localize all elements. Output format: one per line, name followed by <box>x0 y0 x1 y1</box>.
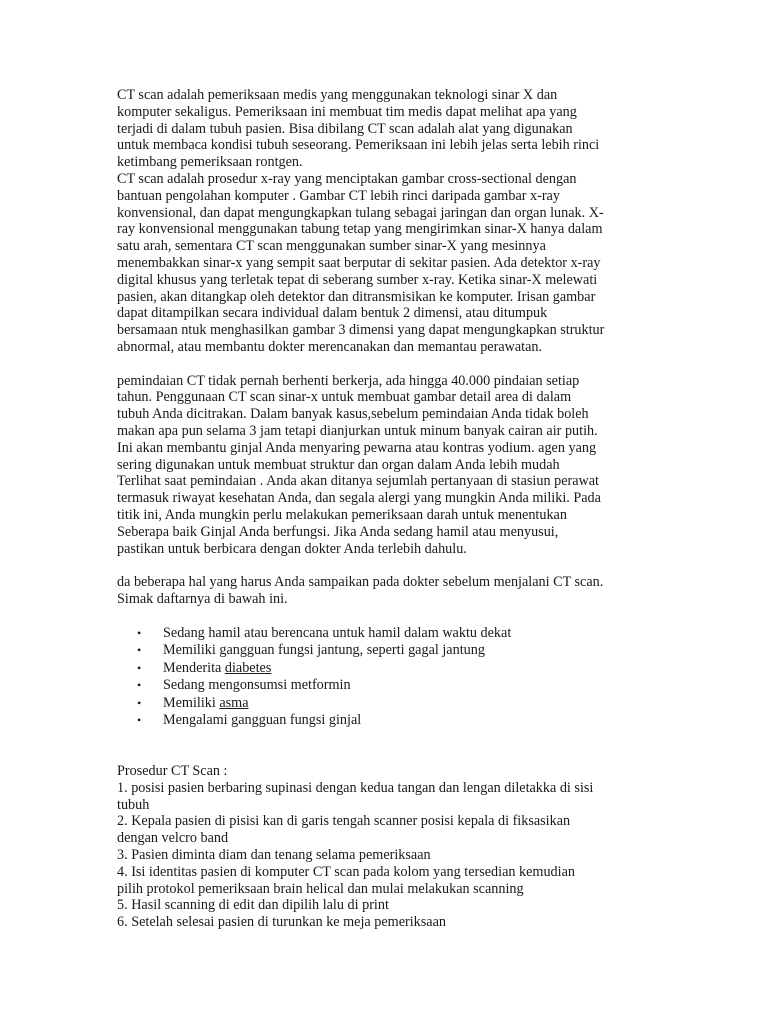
paragraph-list-intro: da beberapa hal yang harus Anda sampaikan pada dokter sebelum menjalani CT scan. Simak daftarnya di bawah ini. <box>117 574 604 607</box>
bullet-icon: • <box>137 678 142 693</box>
paragraph-ct-procedure-info: pemindaian CT tidak pernah berhenti berkerja, ada hingga 40.000 pindaian setiap tahun. Penggunaan CT scan sinar-x untuk membuat gambar detail area di dalam tubuh Anda dicitrakan. Dalam banyak kasus,sebelum pemindaian Anda tidak boleh makan apa pun selama 3 jam tetapi dianjurkan untuk minum banyak cairan air putih. Ini akan membantu ginjal Anda menyaring pewarna atau kontras yodium. agen yang sering digunakan untuk membuat struktur dan organ dalam Anda lebih mudah Terlihat saat pemindaian . Anda akan ditanya sejumlah pertanyaan di stasiun perawat termasuk riwayat kesehatan Anda, dan segala alergi yang mungkin Anda miliki. Pada titik ini, Anda mungkin perlu melakukan pemeriksaan darah untuk menentukan Seberapa baik Ginjal Anda berfungsi. Jika Anda sedang hamil atau menyusui, pastikan untuk berbicara dengan dokter Anda terlebih dahulu. <box>117 372 601 557</box>
list-item <box>137 712 656 730</box>
procedure-step: 2. Kepala pasien di pisisi kan di garis tengah scanner posisi kepala di fiksasikan dengan velcro band <box>117 813 571 847</box>
bullet-icon: • <box>137 713 142 728</box>
procedure-step: 1. posisi pasien berbaring supinasi dengan kedua tangan dan lengan diletakka di sisi tubuh <box>117 779 594 813</box>
list-item <box>137 694 656 713</box>
paragraph-ct-definition: CT scan adalah pemeriksaan medis yang menggunakan teknologi sinar X dan komputer sekaligus. Pemeriksaan ini membuat tim medis dapat melihat apa yang terjadi di dalam tubuh pasien. Bisa dibilang CT scan adalah alat yang digunakan untuk membaca kondisi tubuh seseorang. Pemeriksaan ini lebih jelas serta lebih rinci ketimbang pemeriksaan rontgen. CT scan adalah prosedur x-ray yang menciptakan gambar cross-sectional dengan bantuan pengolahan komputer . Gambar CT lebih rinci daripada gambar x-ray konvensional, dan dapat mengungkapkan tulang sebagai jaringan dan organ lunak. X- ray konvensional menggunakan tabung tetap yang mengirimkan sinar-X hanya dalam satu arah, sementara CT scan menggunakan sumber sinar-X yang mesinnya menembakkan sinar-x yang sempit saat berputar di sekitar pasien. Ada detektor x-ray digital khusus yang terletak tepat di seberang sumber x-ray. Ketika sinar-X melewati pasien, akan ditangkap oleh detektor dan ditransmisikan ke komputer. Irisan gambar dapat ditampilkan secara individual dalam bentuk 2 dimensi, atau ditumpuk bersamaan ntuk menghasilkan gambar 3 dimensi yang dapat mengungkapkan struktur abnormal, atau membantu dokter merencanakan dan memantau perawatan. <box>117 87 605 355</box>
list-item <box>137 659 656 678</box>
bullet-icon: • <box>137 660 142 675</box>
diabetes-link[interactable]: diabetes <box>224 659 272 676</box>
list-item-text: Sedang mengonsumsi metformin <box>163 677 351 694</box>
bullet-icon: • <box>137 695 142 710</box>
list-item-text: Mengalami gangguan fungsi ginjal <box>163 712 362 729</box>
list-item-text: Memiliki gangguan fungsi jantung, seperti gagal jantung <box>163 642 485 659</box>
procedure-step: 3. Pasien diminta diam dan tenang selama pemeriksaan <box>117 847 431 864</box>
bullet-icon: • <box>137 643 142 658</box>
bullet-icon: • <box>137 625 142 640</box>
asma-link[interactable]: asma <box>219 694 249 711</box>
procedure-step: 4. Isi identitas pasien di komputer CT scan pada kolom yang tersedian kemudian pilih protokol pemeriksaan brain helical dan mulai melakukan scanning <box>117 863 575 897</box>
list-item-text: Sedang hamil atau berencana untuk hamil dalam waktu dekat <box>163 624 512 641</box>
procedure-section <box>117 763 656 931</box>
procedure-step: 5. Hasil scanning di edit dan dipilih lalu di print <box>117 897 389 914</box>
condition-list <box>117 625 656 731</box>
list-item-text: Memiliki <box>163 694 220 711</box>
list-item-text: Menderita <box>163 659 225 676</box>
list-item <box>137 624 656 643</box>
list-item <box>137 642 656 660</box>
procedure-title: Prosedur CT Scan : <box>117 763 228 780</box>
list-item <box>137 677 656 695</box>
procedure-step: 6. Setelah selesai pasien di turunkan ke meja pemeriksaan <box>117 914 446 931</box>
